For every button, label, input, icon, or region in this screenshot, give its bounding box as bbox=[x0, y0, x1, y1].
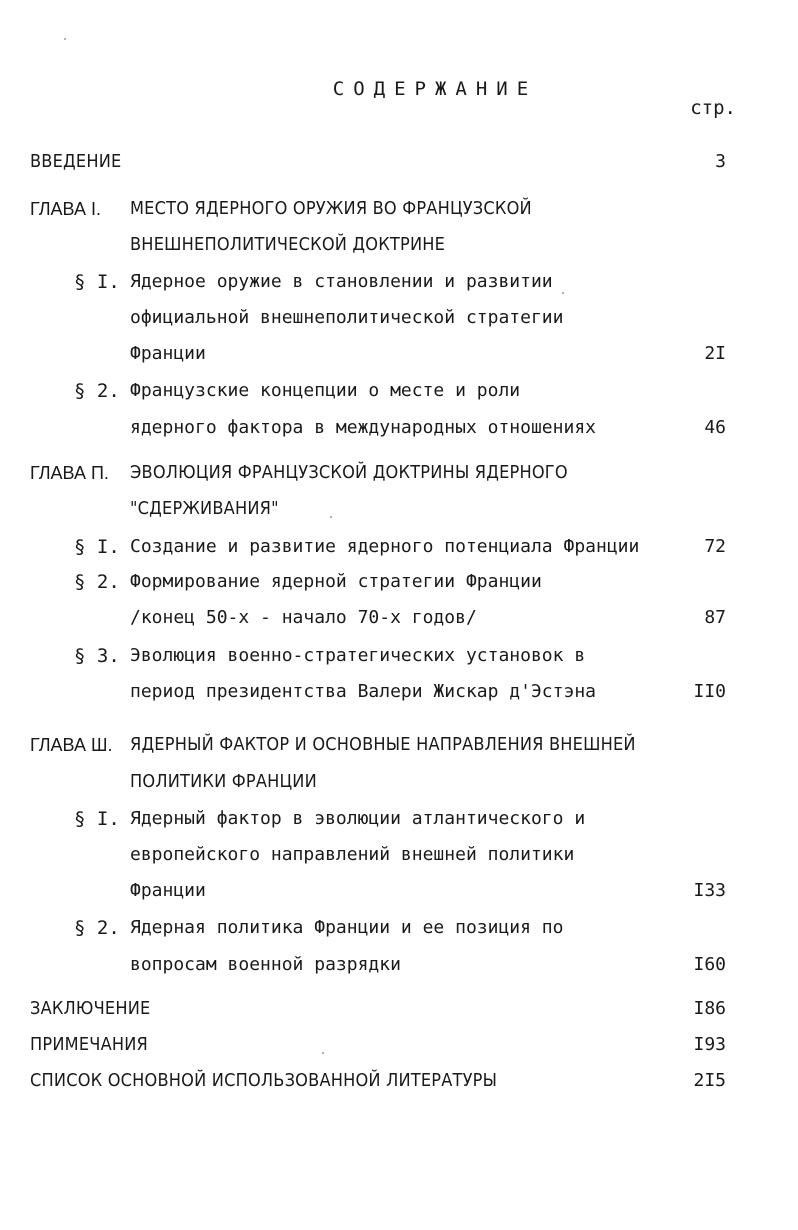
toc-page-number: I86 bbox=[693, 998, 726, 1019]
toc-entry-label: ЗАКЛЮЧЕНИЕ bbox=[30, 998, 151, 1019]
section-title-line: Ядерная политика Франции и ее позиция по bbox=[130, 917, 564, 938]
toc-entry-label: ПРИМЕЧАНИЯ bbox=[30, 1034, 148, 1055]
section-mark: § 2. bbox=[74, 917, 120, 939]
chapter-title-line: ЭВОЛЮЦИЯ ФРАНЦУЗСКОЙ ДОКТРИНЫ ЯДЕРНОГО bbox=[130, 462, 568, 483]
section-mark: § 2. bbox=[74, 380, 120, 402]
section-title-line: Ядерный фактор в эволюции атлантического и bbox=[130, 808, 586, 829]
page-column-label: стр. bbox=[690, 97, 736, 119]
section-mark: § I. bbox=[74, 808, 120, 830]
toc-entry-label: СПИСОК ОСНОВНОЙ ИСПОЛЬЗОВАННОЙ ЛИТЕРАТУРЫ bbox=[30, 1070, 498, 1091]
section-mark: § 2. bbox=[74, 571, 120, 593]
section-title-line: период президентства Валери Жискар д'Эстэна bbox=[130, 681, 596, 702]
chapter-title-line: ПОЛИТИКИ ФРАНЦИИ bbox=[130, 771, 317, 792]
chapter-prefix: ГЛАВА П. bbox=[30, 463, 109, 483]
toc-page-number: I60 bbox=[693, 954, 726, 975]
section-mark: § I. bbox=[74, 271, 120, 293]
section-mark: § I. bbox=[74, 536, 120, 558]
chapter-title-line: ЯДЕРНЫЙ ФАКТОР И ОСНОВНЫЕ НАПРАВЛЕНИЯ ВНЕШНЕЙ bbox=[130, 734, 636, 755]
toc-page-number: 46 bbox=[704, 417, 726, 438]
section-title-line: официальной внешнеполитической стратегии bbox=[130, 307, 564, 328]
toc-page-number: 3 bbox=[715, 151, 726, 172]
toc-page-number: 2I5 bbox=[693, 1070, 726, 1091]
chapter-title-line: ВНЕШНЕПОЛИТИЧЕСКОЙ ДОКТРИНЕ bbox=[130, 234, 446, 255]
toc-page-number: I33 bbox=[693, 880, 726, 901]
chapter-title-line: МЕСТО ЯДЕРНОГО ОРУЖИЯ ВО ФРАНЦУЗСКОЙ bbox=[130, 198, 532, 219]
section-title-line: Формирование ядерной стратегии Франции bbox=[130, 571, 542, 592]
section-mark: § 3. bbox=[74, 645, 120, 667]
scan-speck bbox=[64, 38, 66, 40]
toc-page-number: 87 bbox=[704, 607, 726, 628]
scan-speck bbox=[562, 292, 564, 294]
toc-page-number: I93 bbox=[693, 1034, 726, 1055]
section-title-line: Франции bbox=[130, 343, 206, 364]
section-title-line: Франции bbox=[130, 880, 206, 901]
scan-speck bbox=[330, 516, 332, 518]
toc-page-number: 72 bbox=[704, 536, 726, 557]
section-title-line: Ядерное оружие в становлении и развитии bbox=[130, 271, 553, 292]
section-title-line: европейского направлений внешней политики bbox=[130, 844, 575, 865]
scan-speck bbox=[322, 1052, 324, 1054]
section-title-line: ядерного фактора в международных отношениях bbox=[130, 417, 596, 438]
section-title-line: вопросам военной разрядки bbox=[130, 954, 401, 975]
section-title-line: Французские концепции о месте и роли bbox=[130, 380, 521, 401]
toc-entry-label: ВВЕДЕНИЕ bbox=[30, 151, 122, 172]
chapter-title-line: "СДЕРЖИВАНИЯ" bbox=[130, 498, 279, 519]
toc-page-number: II0 bbox=[693, 681, 726, 702]
section-title-line: /конец 50-х - начало 70-х годов/ bbox=[130, 607, 477, 628]
chapter-prefix: ГЛАВА I. bbox=[30, 199, 101, 219]
page-title: СОДЕРЖАНИЕ bbox=[332, 78, 538, 100]
section-title-line: Создание и развитие ядерного потенциала Франции bbox=[130, 536, 640, 557]
section-title-line: Эволюция военно-стратегических установок в bbox=[130, 645, 586, 666]
toc-page-number: 2I bbox=[704, 343, 726, 364]
chapter-prefix: ГЛАВА Ш. bbox=[30, 735, 113, 755]
